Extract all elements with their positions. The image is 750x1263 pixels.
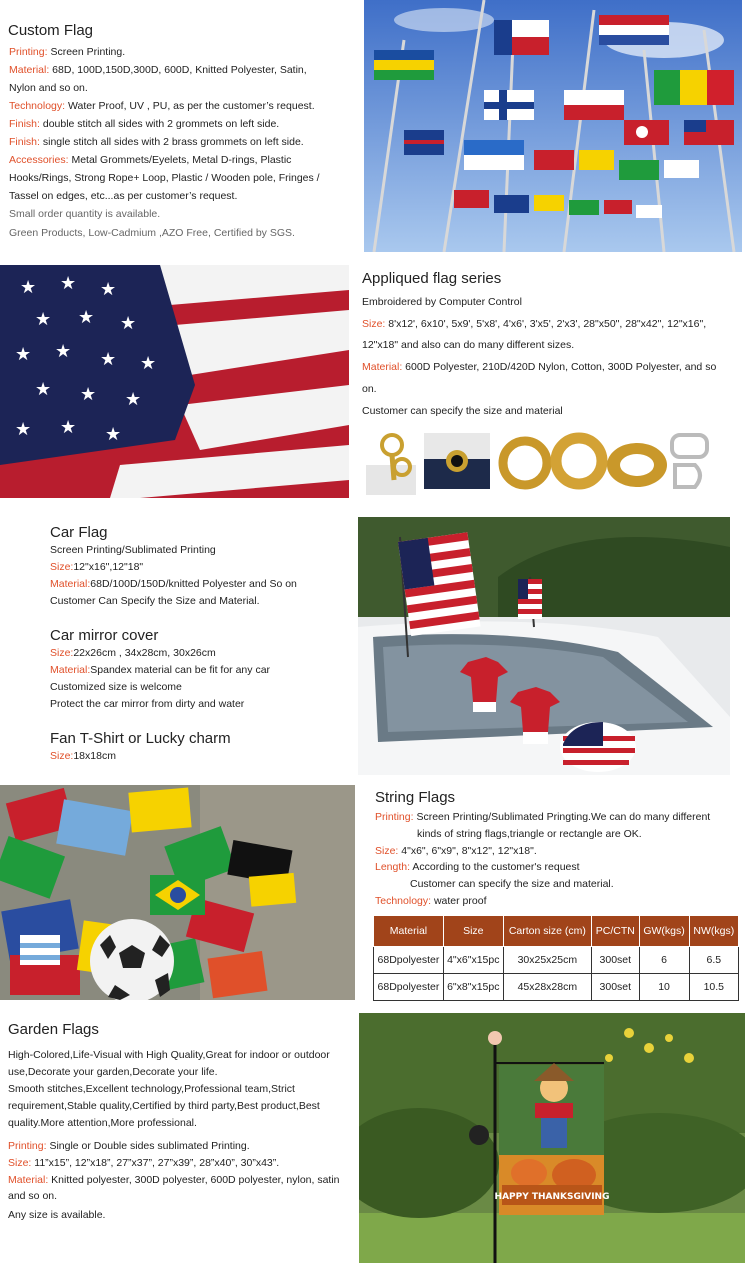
string-technology [375, 892, 487, 910]
svg-text:★: ★ [60, 273, 77, 294]
svg-text:★: ★ [120, 313, 137, 334]
applique-material [362, 358, 747, 376]
table-cell: 45x28x28cm [503, 974, 591, 1001]
svg-text:★: ★ [105, 424, 122, 445]
applique-size-2: 12"x18" and also can do many different sizes. [362, 339, 575, 351]
garden-size [8, 1154, 279, 1172]
printing-key: Printing: [375, 811, 414, 823]
size-key: Size: [375, 845, 399, 857]
size-value: 8'x12', 6x10', 5x9', 5'x8', 4'x6', 3'x5', 2'x3', 28"x50", 28"x42", 12"x16", [385, 318, 707, 330]
spec-value: Hooks/Rings, Strong Rope+ Loop, Plastic / Wooden pole, Fringes / [9, 172, 320, 184]
table-cell: 68Dpolyester [374, 974, 444, 1001]
table-row [374, 947, 739, 974]
string-flags-photo [0, 785, 355, 1000]
table-cell: 300set [592, 947, 640, 974]
garden-desc-4: requirement,Stable quality,Certified by third party,Best product,Best [8, 1100, 320, 1112]
spec-value: 68D, 100D,150D,300D, 600D, Knitted Polyester, Satin, [49, 64, 307, 76]
technology-value: water proof [431, 895, 487, 907]
applique-size [362, 315, 747, 333]
custom-flag-line [9, 115, 354, 133]
us-flag-photo [0, 265, 349, 498]
material-key: Material: [8, 1174, 49, 1186]
table-cell: 4"x6"x15pc [443, 947, 503, 974]
car-flag-printing: Screen Printing/Sublimated Printing [50, 544, 216, 556]
car-flag-title: Car Flag [50, 524, 108, 541]
spec-value: Nylon and so on. [9, 82, 88, 94]
table-header: PC/CTN [592, 916, 640, 947]
technology-key: Technology: [375, 895, 432, 907]
table-cell: 10.5 [689, 974, 738, 1001]
string-printing-2: kinds of string flags,triangle or rectangle are OK. [417, 828, 642, 840]
string-printing [375, 808, 745, 826]
garden-flag-photo [359, 1013, 745, 1263]
svg-text:★: ★ [100, 279, 117, 300]
world-flags-photo [364, 0, 742, 252]
table-header: NW(kgs) [689, 916, 738, 947]
material-value: Spandex material can be fit for any car [90, 664, 271, 676]
fan-shirt-size [50, 747, 116, 765]
material-value: 68D/100D/150D/knitted Polyester and So on [90, 578, 297, 590]
garden-printing [8, 1137, 250, 1155]
string-flags-title: String Flags [375, 789, 456, 806]
table-cell: 6.5 [689, 947, 738, 974]
garden-flags-title: Garden Flags [8, 1021, 99, 1038]
mirror-custom: Customized size is welcome [50, 681, 182, 693]
custom-flag-line [9, 187, 354, 205]
table-row [374, 974, 739, 1001]
svg-text:★: ★ [55, 341, 72, 362]
applique-title: Appliqued flag series [362, 270, 502, 287]
applique-material-2: on. [362, 383, 377, 395]
garden-desc-2: use,Decorate your garden,Decorate your life. [8, 1066, 218, 1078]
applique-note: Customer can specify the size and material [362, 405, 563, 417]
svg-text:★: ★ [35, 379, 52, 400]
svg-text:★: ★ [15, 419, 32, 440]
garden-material-2: and so on. [8, 1190, 58, 1202]
applique-sub: Embroidered by Computer Control [362, 296, 522, 308]
custom-flag-line [9, 43, 354, 61]
string-length-2: Customer can specify the size and material. [410, 878, 614, 890]
table-header: Carton size (cm) [503, 916, 591, 947]
accessories-photo [362, 425, 712, 497]
car-flag-material [50, 575, 297, 593]
garden-desc-1: High-Colored,Life-Visual with High Quality,Great for indoor or outdoor [8, 1049, 330, 1061]
car-flag-photo [358, 517, 730, 775]
size-key: Size: [50, 647, 74, 659]
svg-text:★: ★ [20, 277, 37, 298]
size-key: Size: [8, 1157, 32, 1169]
size-key: Size: [50, 750, 74, 762]
custom-flag-line [9, 61, 354, 79]
custom-flag-specs [9, 43, 354, 205]
size-value: 11”x15”, 12”x18”, 27”x37”, 27”x39”, 28”x40”, 30”x43”. [31, 1157, 280, 1169]
string-flags-table [373, 915, 739, 1001]
spec-key: Technology: [9, 100, 66, 112]
svg-text:★: ★ [140, 353, 157, 374]
svg-text:★: ★ [15, 344, 32, 365]
length-value: According to the customer's request [410, 861, 580, 873]
mirror-material [50, 661, 270, 679]
garden-any-size: Any size is available. [8, 1209, 106, 1221]
table-cell: 300set [592, 974, 640, 1001]
table-cell: 30x25x25cm [503, 947, 591, 974]
spec-value: Metal Grommets/Eyelets, Metal D-rings, Plastic [68, 154, 292, 166]
table-cell: 6 [639, 947, 689, 974]
table-cell: 68Dpolyester [374, 947, 444, 974]
size-value: 18x18cm [73, 750, 116, 762]
custom-flag-line [9, 79, 354, 97]
table-cell: 10 [639, 974, 689, 1001]
printing-value: Single or Double sides sublimated Printing. [46, 1140, 250, 1152]
garden-material [8, 1171, 356, 1189]
custom-flag-line [9, 97, 354, 115]
table-cell: 6"x8"x15pc [443, 974, 503, 1001]
custom-flag-line [9, 133, 354, 151]
size-key: Size: [362, 318, 386, 330]
fan-shirt-title: Fan T-Shirt or Lucky charm [50, 730, 231, 747]
spec-key: Finish: [9, 136, 40, 148]
material-key: Material: [362, 361, 403, 373]
size-key: Size: [50, 561, 74, 573]
table-header-row [374, 916, 739, 947]
size-value: 12"x16",12"18" [73, 561, 144, 573]
mirror-protect: Protect the car mirror from dirty and water [50, 698, 245, 710]
size-value: 4"x6", 6"x9", 8"x12", 12"x18". [398, 845, 537, 857]
mirror-cover-title: Car mirror cover [50, 627, 159, 644]
custom-flag-title: Custom Flag [8, 22, 94, 39]
garden-desc-5: quality.More attention,More professional. [8, 1117, 197, 1129]
garden-desc-3: Smooth stitches,Excellent technology,Professional team,Strict [8, 1083, 295, 1095]
spec-value: single stitch all sides with 2 brass grommets on left side. [39, 136, 304, 148]
car-flag-size [50, 558, 143, 576]
custom-flag-cert: Green Products, Low-Cadmium ,AZO Free, Certified by SGS. [9, 227, 295, 239]
table-header: Size [443, 916, 503, 947]
spec-value: double stitch all sides with 2 grommets on left side. [39, 118, 280, 130]
table-header: Material [374, 916, 444, 947]
string-length [375, 858, 580, 876]
spec-value: Water Proof, UV , PU, as per the customer’s request. [65, 100, 315, 112]
mirror-size [50, 644, 216, 662]
material-key: Material: [50, 664, 91, 676]
material-value: Knitted polyester, 300D polyester, 600D polyester, nylon, satin [48, 1174, 340, 1186]
spec-key: Printing: [9, 46, 48, 58]
spec-key: Finish: [9, 118, 40, 130]
spec-value: Tassel on edges, etc...as per customer’s request. [9, 190, 238, 202]
spec-value: Screen Printing. [47, 46, 126, 58]
car-flag-note: Customer Can Specify the Size and Material. [50, 595, 260, 607]
material-value: 600D Polyester, 210D/420D Nylon, Cotton, 300D Polyester, and so [402, 361, 717, 373]
spec-key: Accessories: [9, 154, 69, 166]
custom-flag-note: Small order quantity is available. [9, 208, 161, 220]
printing-value: Screen Printing/Sublimated Pringting.We can do many different [413, 811, 711, 823]
garden-banner-text: HAPPY THANKSGIVING [494, 1192, 610, 1202]
svg-text:★: ★ [78, 307, 95, 328]
spec-key: Material: [9, 64, 50, 76]
custom-flag-line [9, 169, 354, 187]
svg-text:★: ★ [60, 417, 77, 438]
svg-text:★: ★ [35, 309, 52, 330]
printing-key: Printing: [8, 1140, 47, 1152]
svg-text:★: ★ [80, 384, 97, 405]
material-key: Material: [50, 578, 91, 590]
table-header: GW(kgs) [639, 916, 689, 947]
length-key: Length: [375, 861, 411, 873]
svg-text:★: ★ [125, 389, 142, 410]
custom-flag-line [9, 151, 354, 169]
svg-text:★: ★ [100, 349, 117, 370]
size-value: 22x26cm , 34x28cm, 30x26cm [73, 647, 216, 659]
